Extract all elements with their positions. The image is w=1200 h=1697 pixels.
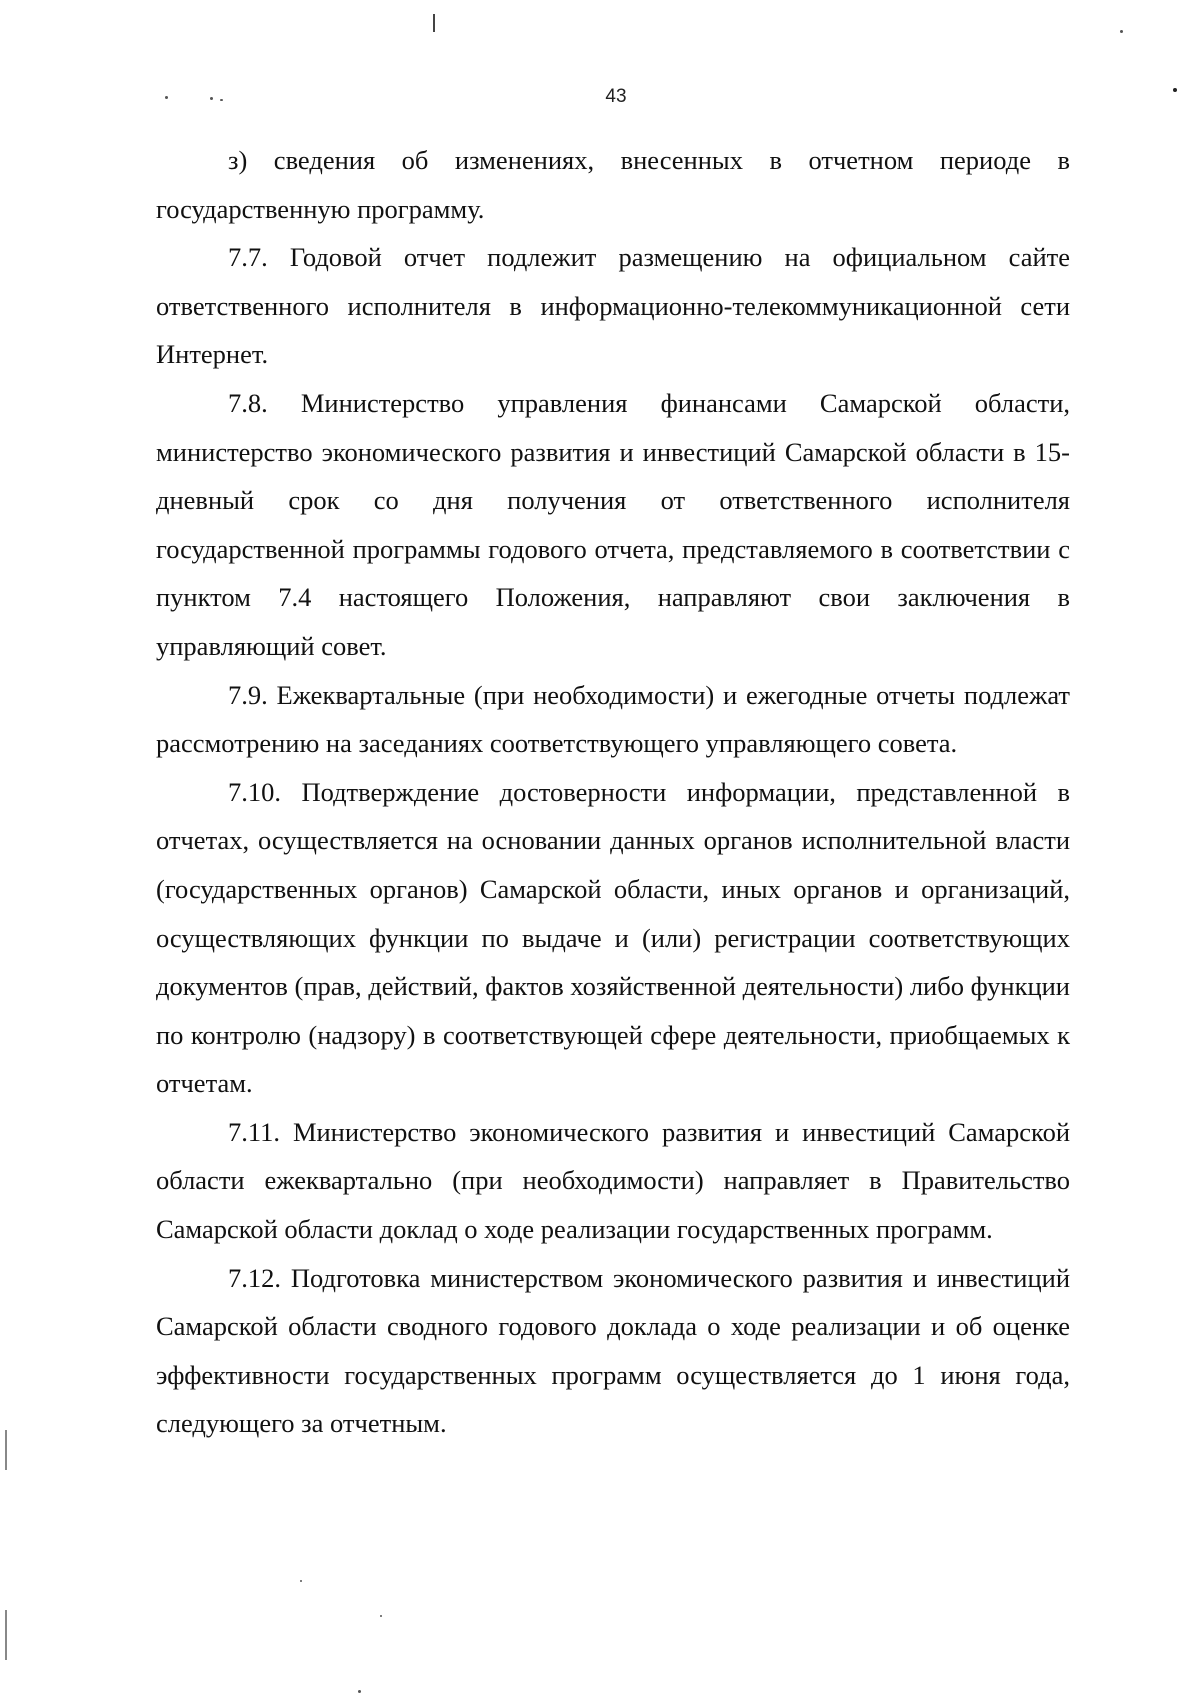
scan-speck	[300, 1580, 302, 1582]
paragraph-z: з) сведения об изменениях, внесенных в отчетном периоде в государственную программу.	[156, 145, 1070, 224]
scan-speck	[358, 1690, 361, 1693]
scan-speck	[380, 1615, 382, 1617]
document-body	[156, 136, 1070, 1448]
scan-mark	[5, 1610, 7, 1660]
scan-speck	[1120, 30, 1123, 33]
paragraph-7-10: 7.10. Подтверждение достоверности информации, представленной в отчетах, осуществляется на основании данных органов исполнительной власти (государственных органов) Самарской области, иных органов и организаций, осуществляющих функции по выдаче и (или) регистрации соответствующих документов (прав, действий, фактов хозяйственной деятельности) либо функции по контролю (надзору) в соответствующей сфере деятельности, приобщаемых к отчетам.	[156, 776, 1070, 1099]
scan-mark	[5, 1430, 7, 1470]
paragraph-7-12: 7.12. Подготовка министерством экономического развития и инвестиций Самарской области сводного годового доклада о ходе реализации и об оценке эффективности государственных программ осуществляется до 1 июня года, следующего за отчетным.	[156, 1262, 1070, 1439]
paragraph-7-9: 7.9. Ежеквартальные (при необходимости) и ежегодные отчеты подлежат рассмотрению на заседаниях соответствующего управляющего совета.	[156, 679, 1070, 759]
scan-mark	[433, 14, 435, 32]
paragraph-7-7: 7.7. Годовой отчет подлежит размещению на официальном сайте ответственного исполнителя в информационно-телекоммуникационной сети Интернет.	[156, 242, 1070, 370]
paragraph-7-11: 7.11. Министерство экономического развития и инвестиций Самарской области ежеквартально (при необходимости) направляет в Правительство Самарской области доклад о ходе реализации государственных программ.	[156, 1116, 1070, 1245]
page-number: 43	[605, 86, 627, 107]
paragraph-7-8: 7.8. Министерство управления финансами Самарской области, министерство экономического развития и инвестиций Самарской области в 15-дневный срок со дня получения от ответственного исполнителя государственной программы годового отчета, представляемого в соответствии с пунктом 7.4 настоящего Положения, направляют свои заключения в управляющий совет.	[156, 387, 1070, 661]
